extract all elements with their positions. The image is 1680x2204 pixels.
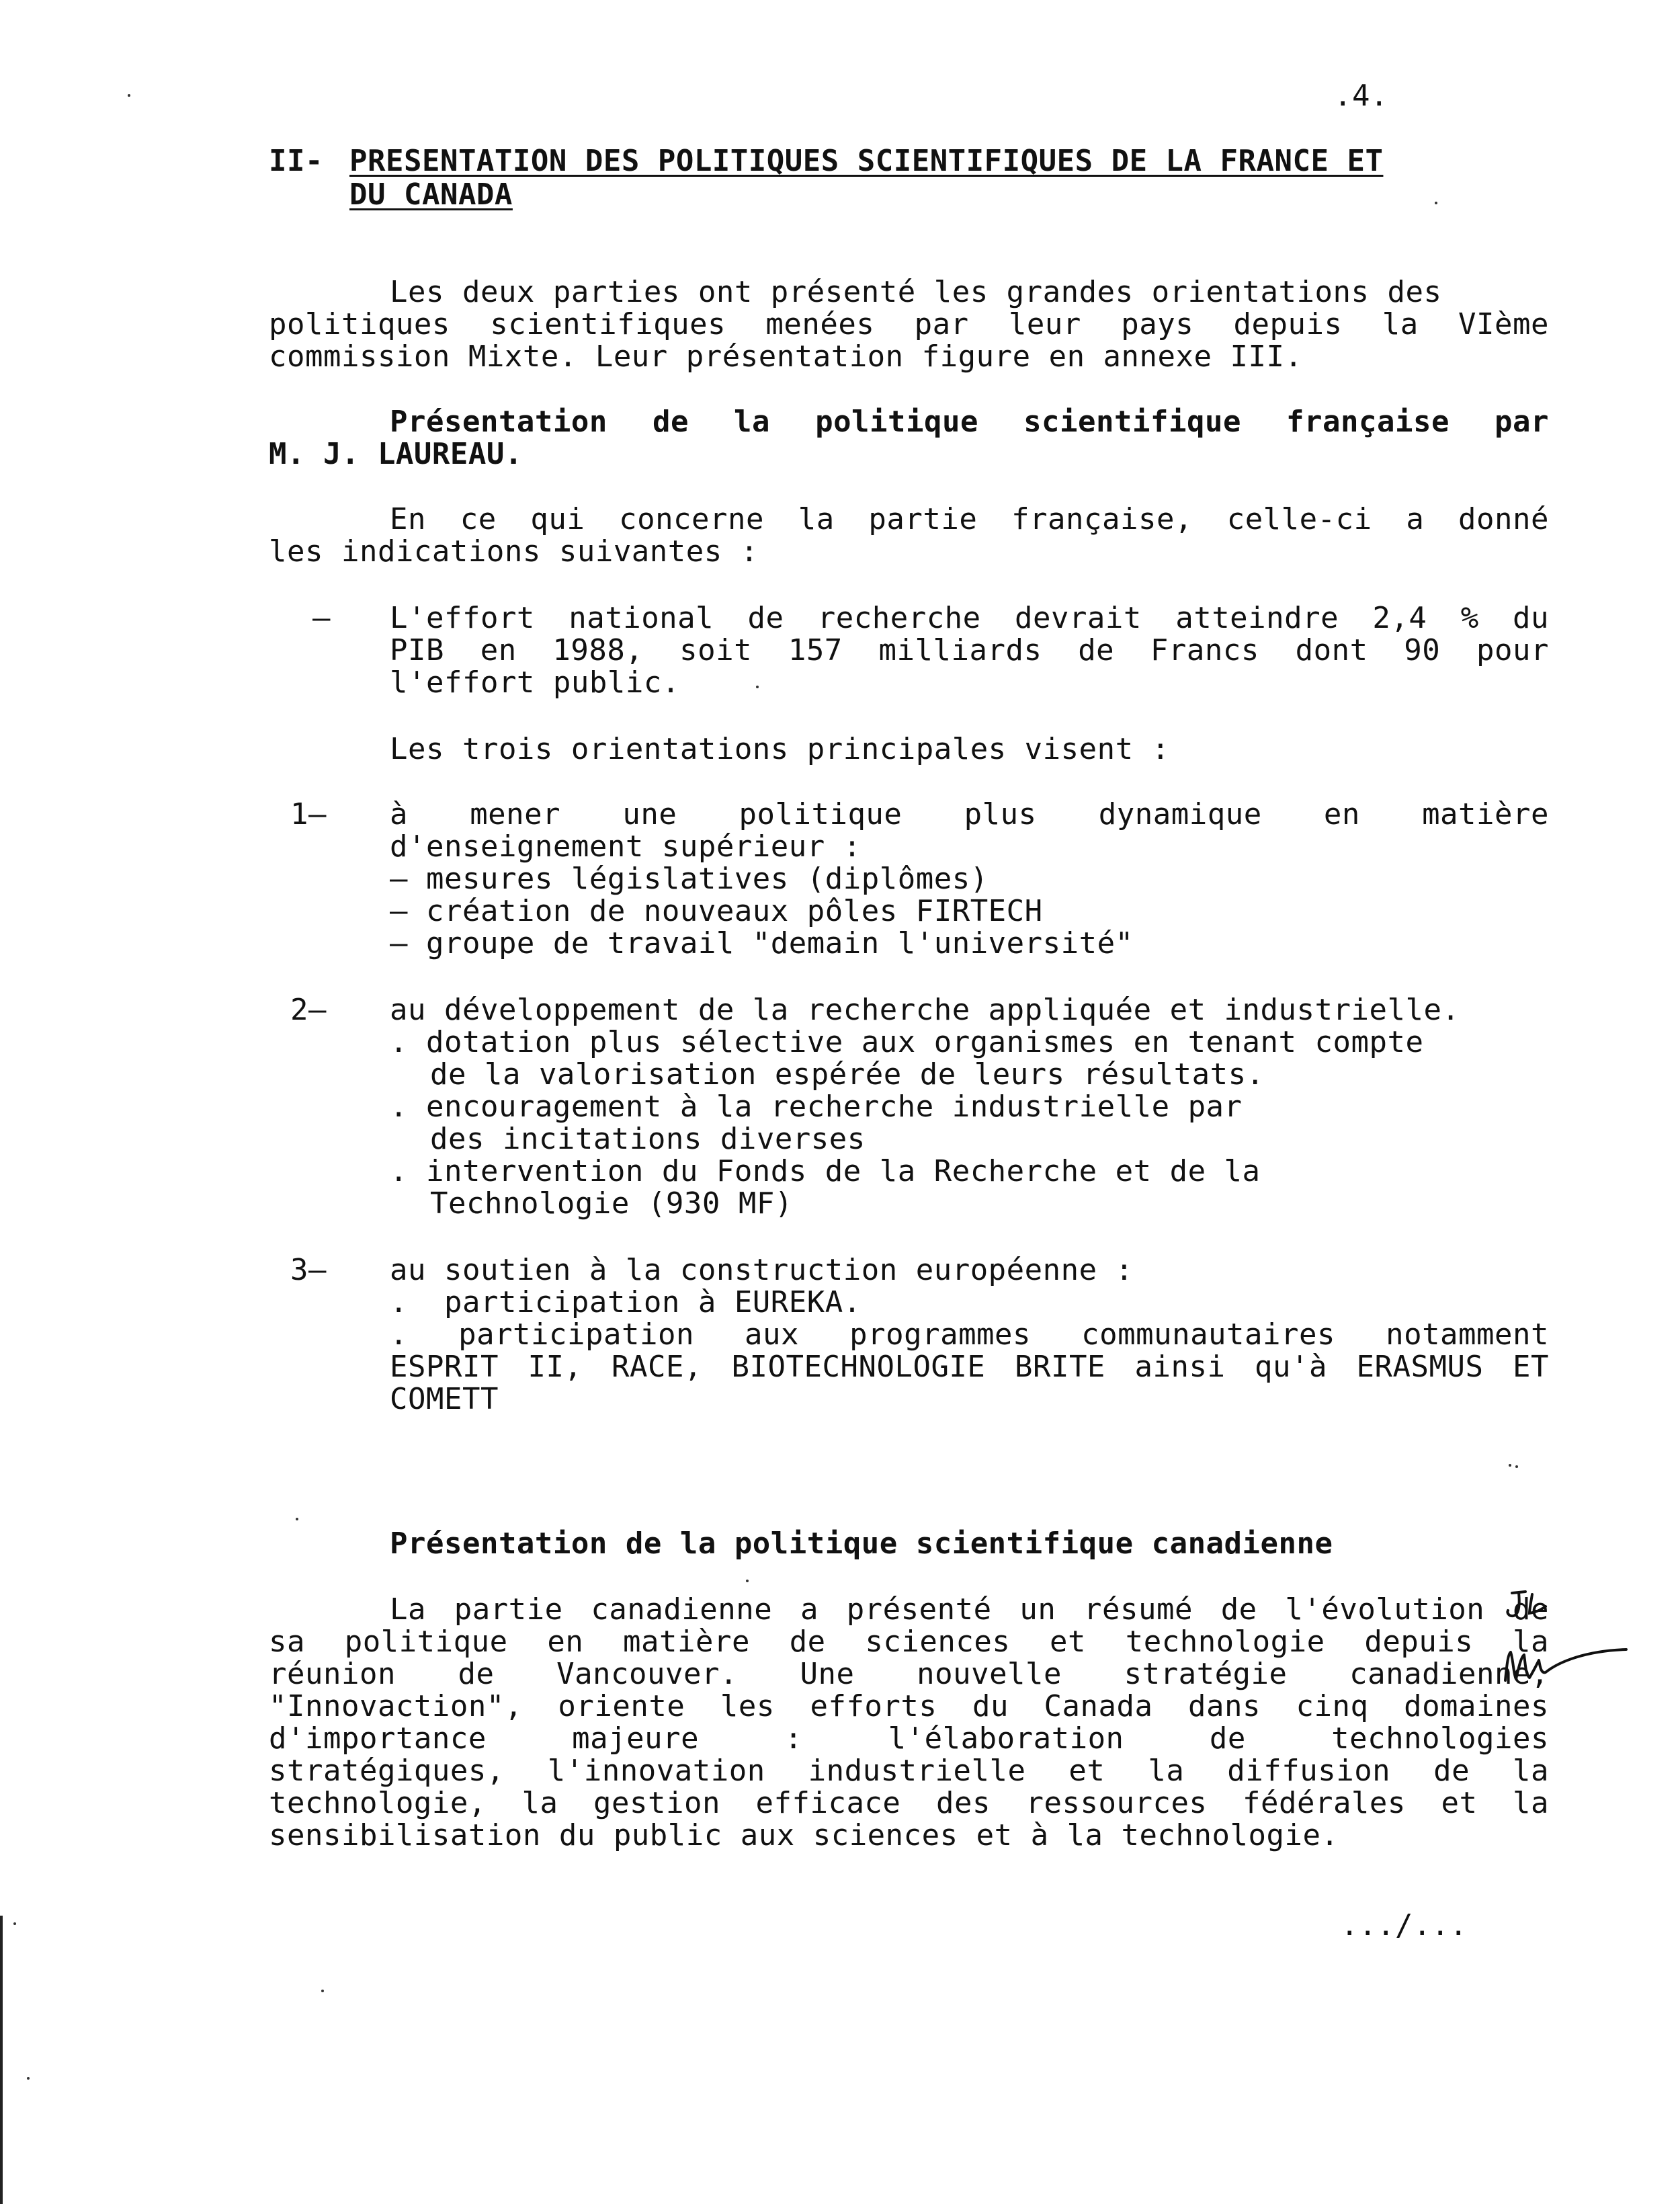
effort-bullet: — bbox=[312, 601, 331, 635]
canadian-line-5: d'importance majeure : l'élaboration de technologies bbox=[269, 1721, 1549, 1756]
orientation-2-number: 2— bbox=[290, 993, 327, 1027]
canadian-line-1: La partie canadienne a présenté un résumé de l'évolution de bbox=[390, 1592, 1549, 1627]
orientation-2-line-1: au développement de la recherche appliquée et industrielle. bbox=[390, 993, 1460, 1027]
section-number: II- bbox=[269, 144, 323, 178]
intro-line-2: politiques scientifiques menées par leur pays depuis la VIème bbox=[269, 307, 1549, 341]
canadian-line-7: technologie, la gestion efficace des ressources fédérales et la bbox=[269, 1786, 1549, 1820]
orientation-2-line-3: de la valorisation espérée de leurs résultats. bbox=[430, 1057, 1265, 1092]
effort-line-1: L'effort national de recherche devrait atteindre 2,4 % du bbox=[390, 601, 1549, 635]
section-title-line-1: PRESENTATION DES POLITIQUES SCIENTIFIQUES DE LA FRANCE ET bbox=[349, 144, 1384, 178]
orientation-3-line-3: . participation aux programmes communautaires notamment bbox=[390, 1317, 1549, 1352]
canadian-line-4: "Innovaction", oriente les efforts du Canada dans cinq domaines bbox=[269, 1689, 1549, 1723]
handwritten-initials bbox=[1499, 1586, 1633, 1701]
scan-speck bbox=[13, 1922, 16, 1925]
scan-speck bbox=[321, 1990, 324, 1992]
scan-speck bbox=[296, 1518, 298, 1520]
orientation-1-number: 1— bbox=[290, 797, 327, 831]
orientation-2-line-2: . dotation plus sélective aux organismes en tenant compte bbox=[390, 1025, 1424, 1059]
orientations-intro: Les trois orientations principales visent : bbox=[390, 732, 1170, 766]
orientation-2-line-7: Technologie (930 MF) bbox=[430, 1186, 793, 1221]
orientation-2-line-5: des incitations diverses bbox=[430, 1122, 866, 1156]
effort-line-3: l'effort public. bbox=[390, 665, 680, 700]
canadian-line-2: sa politique en matière de sciences et technologie depuis la bbox=[269, 1625, 1549, 1659]
orientation-2-line-4: . encouragement à la recherche industrielle par bbox=[390, 1090, 1243, 1124]
continuation-marker: .../... bbox=[1341, 1908, 1468, 1943]
intro-line-1: Les deux parties ont présenté les grandes orientations des bbox=[390, 275, 1442, 309]
intro-line-3: commission Mixte. Leur présentation figure en annexe III. bbox=[269, 339, 1303, 374]
orientation-1-line-3: — mesures législatives (diplômes) bbox=[390, 862, 989, 896]
scan-speck bbox=[756, 686, 759, 688]
french-intro-line-2: les indications suivantes : bbox=[269, 534, 759, 569]
french-heading-line-1: Présentation de la politique scientifique française par bbox=[390, 405, 1549, 439]
orientation-3-line-1: au soutien à la construction européenne : bbox=[390, 1253, 1134, 1287]
scan-speck bbox=[746, 1580, 749, 1582]
scan-speck bbox=[1509, 1464, 1511, 1467]
section-title-line-2: DU CANADA bbox=[349, 177, 513, 212]
page-number: .4. bbox=[1334, 79, 1388, 113]
orientation-1-line-2: d'enseignement supérieur : bbox=[390, 829, 862, 864]
canadian-heading: Présentation de la politique scientifique canadienne bbox=[390, 1526, 1333, 1561]
canadian-line-3: réunion de Vancouver. Une nouvelle stratégie canadienne, bbox=[269, 1657, 1549, 1691]
orientation-1-line-1: à mener une politique plus dynamique en matière bbox=[390, 797, 1549, 831]
french-intro-line-1: En ce qui concerne la partie française, celle-ci a donné bbox=[390, 502, 1549, 536]
canadian-line-6: stratégiques, l'innovation industrielle et la diffusion de la bbox=[269, 1754, 1549, 1788]
orientation-3-line-4: ESPRIT II, RACE, BIOTECHNOLOGIE BRITE ainsi qu'à ERASMUS ET bbox=[390, 1350, 1549, 1384]
scan-speck bbox=[1435, 202, 1437, 204]
orientation-2-line-6: . intervention du Fonds de la Recherche et de la bbox=[390, 1154, 1261, 1188]
orientation-1-line-4: — création de nouveaux pôles FIRTECH bbox=[390, 894, 1043, 928]
scan-speck bbox=[27, 2077, 30, 2080]
orientation-3-number: 3— bbox=[290, 1253, 327, 1287]
scan-speck bbox=[1515, 1465, 1518, 1468]
orientation-3-line-5: COMETT bbox=[390, 1382, 499, 1416]
scan-speck bbox=[128, 94, 130, 97]
canadian-line-8: sensibilisation du public aux sciences et à la technologie. bbox=[269, 1818, 1339, 1852]
effort-line-2: PIB en 1988, soit 157 milliards de Francs dont 90 pour bbox=[390, 633, 1549, 667]
orientation-1-line-5: — groupe de travail "demain l'université" bbox=[390, 926, 1134, 961]
french-heading-line-2: M. J. LAUREAU. bbox=[269, 437, 523, 471]
orientation-3-line-2: . participation à EUREKA. bbox=[390, 1285, 862, 1319]
scan-edge-line bbox=[0, 1916, 3, 2204]
